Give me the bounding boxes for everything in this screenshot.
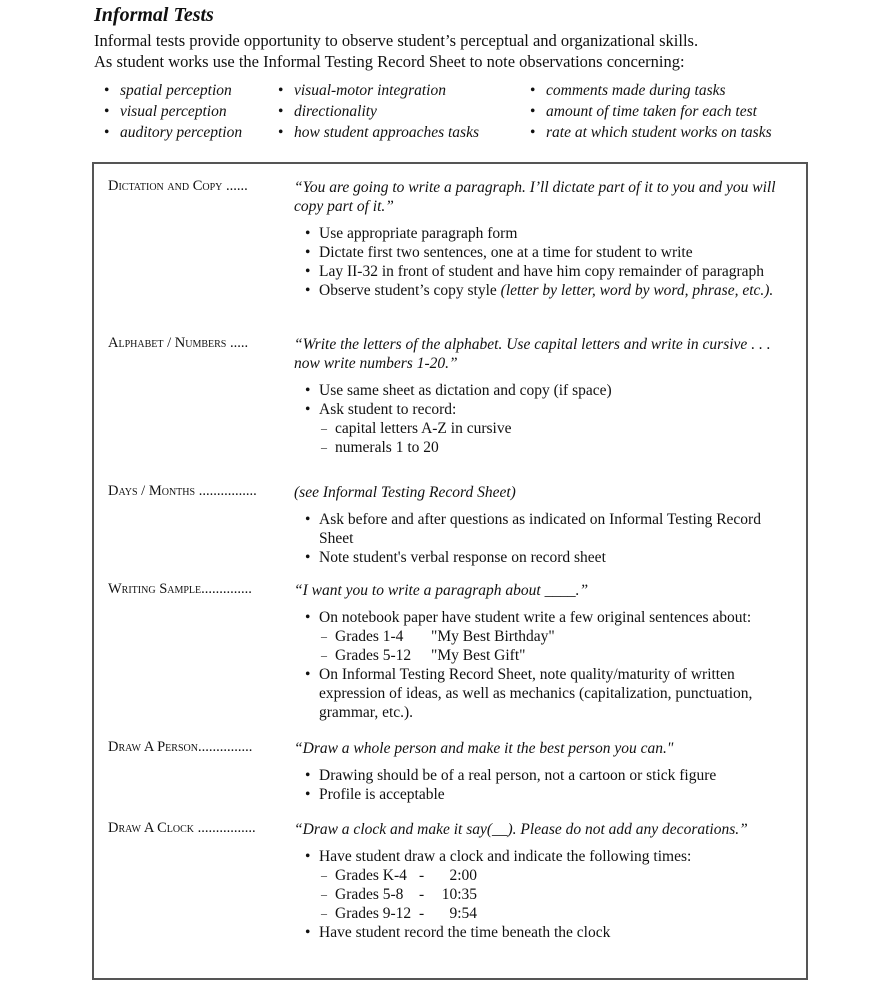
- separator: -: [419, 886, 425, 903]
- section-alphabet-numbers: [108, 335, 798, 457]
- grade-range: Grades 1-4: [335, 628, 404, 645]
- clock-time: 9:54: [449, 905, 477, 922]
- topic-item: • comments made during tasks: [530, 80, 772, 101]
- topics-column-2: [278, 80, 530, 143]
- observation-topics: [104, 80, 772, 143]
- separator: -: [419, 905, 425, 922]
- intro-line-1: Informal tests provide opportunity to observe student’s perceptual and organizational skills.: [94, 31, 699, 50]
- sub-items: [319, 627, 798, 665]
- topic-item: • directionality: [278, 101, 530, 122]
- section-items: [305, 847, 798, 942]
- list-item: • Use appropriate paragraph form: [305, 224, 798, 243]
- list-item: • Drawing should be of a real person, not a cartoon or stick figure: [305, 766, 798, 785]
- topics-column-1: [104, 80, 278, 143]
- list-item: • Note student's verbal response on record sheet: [305, 548, 798, 567]
- sub-item: – numerals 1 to 20: [319, 438, 798, 457]
- sub-items: [319, 419, 798, 457]
- sub-items: [319, 866, 798, 923]
- page-title: Informal Tests: [94, 4, 214, 26]
- section-dictation-copy: [108, 178, 798, 300]
- clock-time: 2:00: [449, 867, 477, 884]
- clock-time: 10:35: [441, 886, 477, 903]
- tests-box: [92, 162, 808, 980]
- section-label: Alphabet / Numbers .....: [108, 335, 249, 351]
- separator: -: [419, 867, 425, 884]
- section-items: [305, 608, 798, 722]
- item-text: Have student draw a clock and indicate the following times:: [319, 848, 692, 865]
- section-prompt: “You are going to write a paragraph. I’ll dictate part of it to you and you will copy part of it.”: [294, 179, 776, 215]
- section-prompt: “Write the letters of the alphabet. Use capital letters and write in cursive . . . now write numbers 1-20.”: [294, 336, 771, 372]
- list-item: • Profile is acceptable: [305, 785, 798, 804]
- grade-range: Grades K-4: [335, 867, 407, 884]
- list-item: • Lay II-32 in front of student and have him copy remainder of paragraph: [305, 262, 798, 281]
- grade-range: Grades 5-12: [335, 647, 412, 664]
- list-item: [305, 281, 798, 300]
- sub-item: [319, 627, 798, 646]
- section-items: [305, 381, 798, 457]
- section-label: Draw A Person...............: [108, 739, 253, 755]
- section-items: [305, 510, 798, 567]
- topic-item: • rate at which student works on tasks: [530, 122, 772, 143]
- topic-item: • how student approaches tasks: [278, 122, 530, 143]
- item-text: On notebook paper have student write a few original sentences about:: [319, 609, 752, 626]
- grade-range: Grades 5-8: [335, 886, 404, 903]
- section-items: [305, 224, 798, 300]
- topic-item: • visual-motor integration: [278, 80, 530, 101]
- section-days-months: [108, 483, 798, 567]
- writing-topic: "My Best Gift": [431, 647, 526, 664]
- section-label: Dictation and Copy ......: [108, 178, 248, 194]
- topics-column-3: [530, 80, 772, 143]
- sub-item: [319, 866, 798, 885]
- list-item: • Dictate first two sentences, one at a time for student to write: [305, 243, 798, 262]
- list-item: • Use same sheet as dictation and copy (if space): [305, 381, 798, 400]
- list-item: • Ask before and after questions as indicated on Informal Testing Record Sheet: [305, 510, 798, 548]
- section-draw-clock: [108, 820, 798, 942]
- sub-item: – capital letters A-Z in cursive: [319, 419, 798, 438]
- section-prompt: “Draw a clock and make it say(__). Please do not add any decorations.”: [294, 821, 748, 838]
- topic-item: • spatial perception: [104, 80, 278, 101]
- grade-range: Grades 9-12: [335, 905, 412, 922]
- section-prompt: (see Informal Testing Record Sheet): [294, 484, 516, 501]
- topic-item: • visual perception: [104, 101, 278, 122]
- topic-item: • auditory perception: [104, 122, 278, 143]
- list-item: [305, 608, 798, 665]
- intro-text: [94, 30, 854, 72]
- section-items: [305, 766, 798, 804]
- section-label: Days / Months ................: [108, 483, 257, 499]
- section-prompt: “Draw a whole person and make it the best person you can.": [294, 740, 674, 757]
- writing-topic: "My Best Birthday": [431, 628, 555, 645]
- list-item: [305, 847, 798, 923]
- sub-item: [319, 885, 798, 904]
- intro-line-2: As student works use the Informal Testing Record Sheet to note observations concerning:: [94, 52, 685, 71]
- list-item: • Have student record the time beneath the clock: [305, 923, 798, 942]
- section-label: Writing Sample..............: [108, 581, 252, 597]
- topic-item: • amount of time taken for each test: [530, 101, 772, 122]
- section-prompt: “I want you to write a paragraph about ____.”: [294, 582, 589, 599]
- sub-item: [319, 646, 798, 665]
- item-note: (letter by letter, word by word, phrase, etc.).: [500, 282, 774, 299]
- section-draw-person: [108, 739, 798, 804]
- sub-item: [319, 904, 798, 923]
- item-text: Ask student to record:: [319, 401, 457, 418]
- section-writing-sample: [108, 581, 798, 722]
- list-item: [305, 400, 798, 457]
- list-item: • On Informal Testing Record Sheet, note quality/maturity of written expression of ideas, as well as mechanics (capitalization, punctuation, grammar, etc.).: [305, 665, 798, 722]
- section-label: Draw A Clock ................: [108, 820, 256, 836]
- item-text: Observe student’s copy style: [319, 282, 501, 299]
